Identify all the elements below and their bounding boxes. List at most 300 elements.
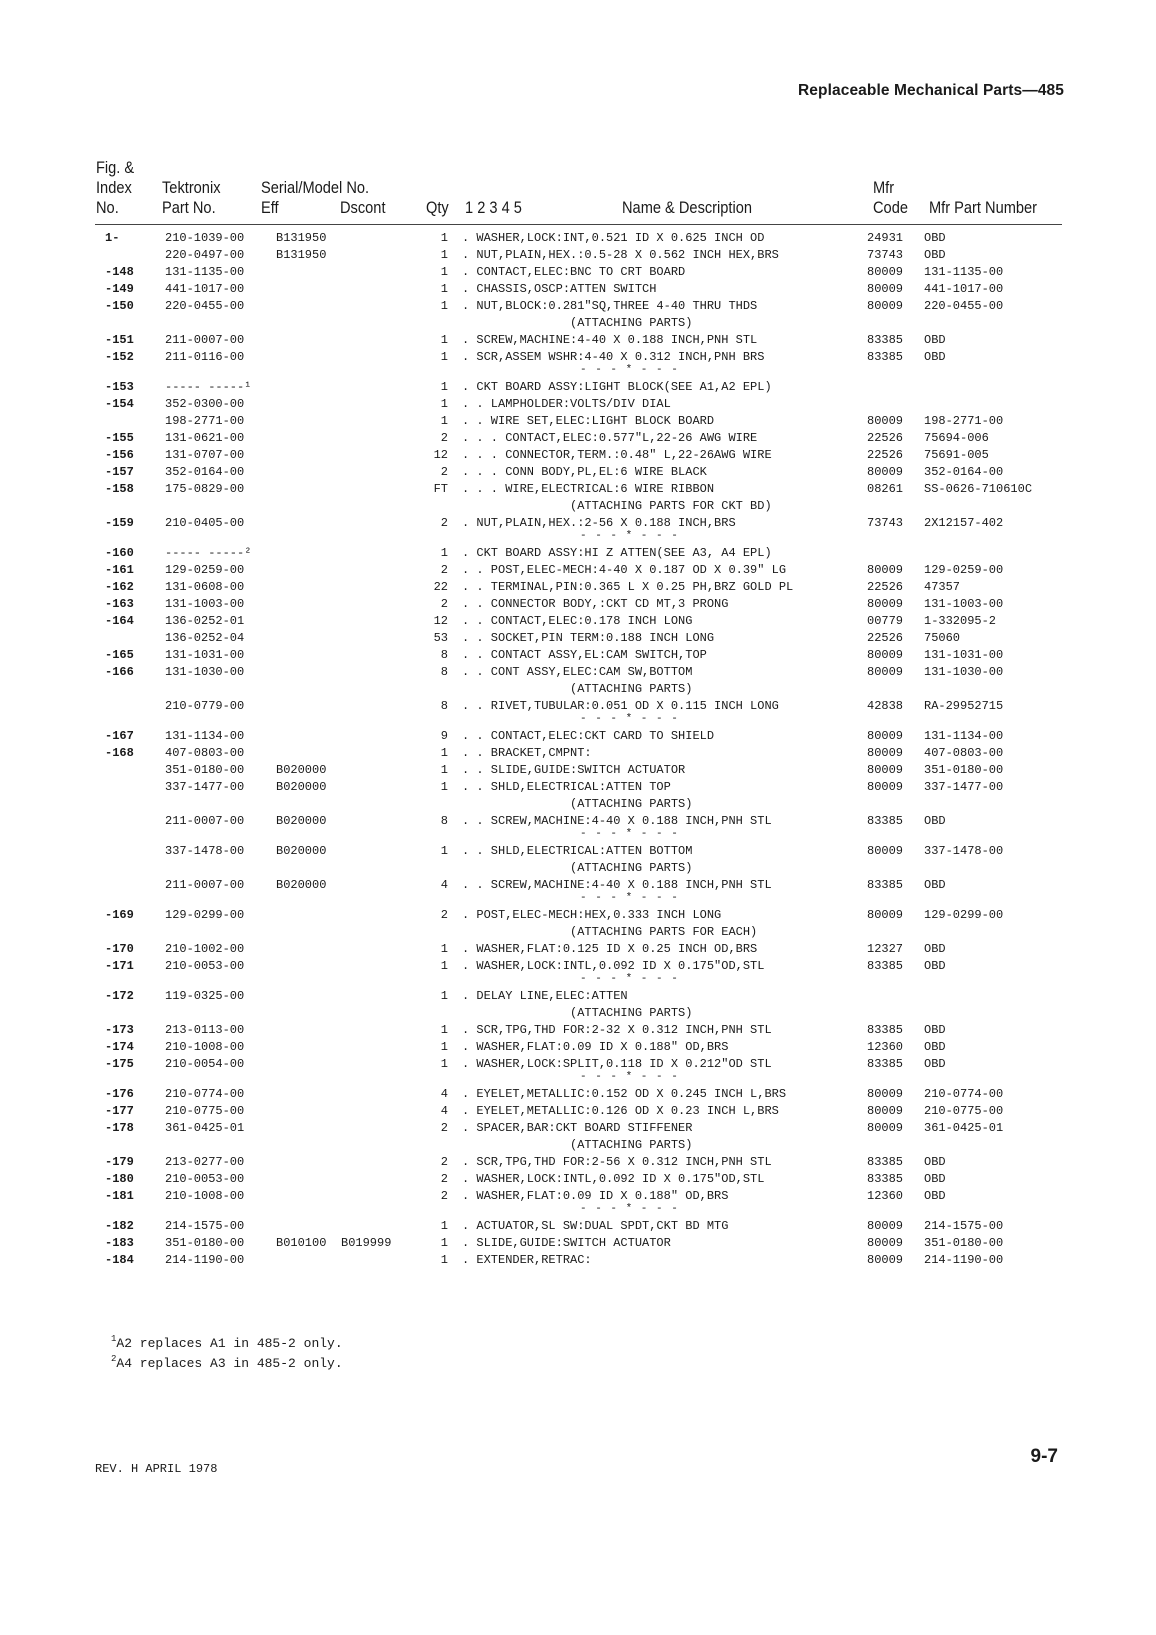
index-no: -153 [105, 380, 134, 394]
mfr-code: 12360 [867, 1189, 904, 1203]
tektronix-part-no: 210-0775-00 [165, 1104, 245, 1118]
tektronix-part-no: 210-0053-00 [165, 959, 245, 973]
index-no: -163 [105, 597, 134, 611]
tektronix-part-no: 337-1478-00 [165, 844, 245, 858]
index-no: -184 [105, 1253, 134, 1267]
table-row [0, 1039, 1156, 1056]
mfr-code: 22526 [867, 431, 904, 445]
qty: 22 [433, 580, 448, 594]
footnote-1: $^1$A2 replaces A1 in 485-2 only. [111, 1334, 343, 1351]
mfr-code: 80009 [867, 1121, 904, 1135]
table-row [0, 430, 1156, 447]
mfr-code: 80009 [867, 665, 904, 679]
name-description: . WASHER,LOCK:INTL,0.092 ID X 0.175"OD,STL [462, 959, 765, 973]
name-description: . WASHER,FLAT:0.125 ID X 0.25 INCH OD,BRS [462, 942, 758, 956]
mfr-code: 24931 [867, 231, 904, 245]
qty: 1 [440, 746, 448, 760]
name-description: . . SHLD,ELECTRICAL:ATTEN TOP [462, 780, 671, 794]
mfr-part-number: 407-0803-00 [924, 746, 1004, 760]
serial-eff: B131950 [276, 248, 327, 262]
table-row [0, 941, 1156, 958]
tektronix-part-no: ----- -----¹ [165, 380, 252, 394]
mfr-code: 80009 [867, 1104, 904, 1118]
index-no: -165 [105, 648, 134, 662]
serial-eff: B020000 [276, 814, 327, 828]
tektronix-part-no: 214-1575-00 [165, 1219, 245, 1233]
table-row [0, 813, 1156, 830]
tektronix-part-no: 210-0053-00 [165, 1172, 245, 1186]
tektronix-part-no: 129-0259-00 [165, 563, 245, 577]
mfr-part-number: RA-29952715 [924, 699, 1004, 713]
name-description: . WASHER,FLAT:0.09 ID X 0.188" OD,BRS [462, 1040, 729, 1054]
index-no: -183 [105, 1236, 134, 1250]
name-description: (ATTACHING PARTS) [462, 682, 693, 696]
index-no: -181 [105, 1189, 134, 1203]
table-row [0, 579, 1156, 596]
mfr-code: 80009 [867, 763, 904, 777]
table-row [0, 247, 1156, 264]
table-row [0, 562, 1156, 579]
mfr-code: 80009 [867, 282, 904, 296]
index-no: -155 [105, 431, 134, 445]
tektronix-part-no: 131-1030-00 [165, 665, 245, 679]
qty: 4 [440, 1087, 448, 1101]
name-description: . CONTACT,ELEC:BNC TO CRT BOARD [462, 265, 686, 279]
table-row [0, 681, 1156, 698]
mfr-code: 80009 [867, 648, 904, 662]
index-no: -175 [105, 1057, 134, 1071]
name-description: . WASHER,FLAT:0.09 ID X 0.188" OD,BRS [462, 1189, 729, 1203]
name-description: . . TERMINAL,PIN:0.365 L X 0.25 PH,BRZ GOLD PL [462, 580, 794, 594]
header-serial-model-no: Serial/Model No. [261, 178, 370, 197]
table-row [0, 613, 1156, 630]
qty: 2 [440, 516, 448, 530]
tektronix-part-no: 352-0164-00 [165, 465, 245, 479]
mfr-code: 80009 [867, 1219, 904, 1233]
table-row [0, 728, 1156, 745]
index-no: -160 [105, 546, 134, 560]
qty: 8 [440, 648, 448, 662]
name-description: . . . WIRE,ELECTRICAL:6 WIRE RIBBON [462, 482, 715, 496]
index-no: -154 [105, 397, 134, 411]
mfr-part-number: OBD [924, 333, 946, 347]
mfr-code: 80009 [867, 414, 904, 428]
tektronix-part-no: 361-0425-01 [165, 1121, 245, 1135]
tektronix-part-no: ----- -----² [165, 546, 252, 560]
index-no: -150 [105, 299, 134, 313]
table-row [0, 762, 1156, 779]
mfr-code: 80009 [867, 729, 904, 743]
table-row [0, 1252, 1156, 1269]
tektronix-part-no: 352-0300-00 [165, 397, 245, 411]
index-no: -149 [105, 282, 134, 296]
qty: 1 [440, 380, 448, 394]
name-description: . . CONTACT,ELEC:0.178 INCH LONG [462, 614, 693, 628]
revision-date: REV. H APRIL 1978 [95, 1462, 218, 1476]
tektronix-part-no: 211-0116-00 [165, 350, 245, 364]
tektronix-part-no: 210-0774-00 [165, 1087, 245, 1101]
name-description: . . SHLD,ELECTRICAL:ATTEN BOTTOM [462, 844, 693, 858]
table-row [0, 907, 1156, 924]
tektronix-part-no: 131-1135-00 [165, 265, 245, 279]
mfr-code: 80009 [867, 1087, 904, 1101]
mfr-code: 73743 [867, 248, 904, 262]
separator-mark: - - - * - - - [580, 364, 679, 376]
name-description: . SCR,ASSEM WSHR:4-40 X 0.312 INCH,PNH BRS [462, 350, 765, 364]
table-row [0, 1137, 1156, 1154]
attaching-parts-separator [0, 1073, 1156, 1086]
index-no: -158 [105, 482, 134, 496]
tektronix-part-no: 119-0325-00 [165, 989, 245, 1003]
qty: 2 [440, 1155, 448, 1169]
mfr-code: 83385 [867, 350, 904, 364]
index-no: -159 [105, 516, 134, 530]
qty: 4 [440, 1104, 448, 1118]
mfr-code: 22526 [867, 631, 904, 645]
mfr-part-number: 198-2771-00 [924, 414, 1004, 428]
qty: 8 [440, 665, 448, 679]
qty: 9 [440, 729, 448, 743]
name-description: . . CONTACT ASSY,EL:CAM SWITCH,TOP [462, 648, 707, 662]
tektronix-part-no: 210-0779-00 [165, 699, 245, 713]
table-row [0, 315, 1156, 332]
index-no: 1- [105, 231, 120, 245]
attaching-parts-separator [0, 715, 1156, 728]
index-no: -171 [105, 959, 134, 973]
name-description: . POST,ELEC-MECH:HEX,0.333 INCH LONG [462, 908, 722, 922]
tektronix-part-no: 337-1477-00 [165, 780, 245, 794]
mfr-code: 80009 [867, 597, 904, 611]
qty: 1 [440, 1040, 448, 1054]
qty: 2 [440, 597, 448, 611]
table-row [0, 1235, 1156, 1252]
table-row [0, 924, 1156, 941]
separator-mark: - - - * - - - [580, 713, 679, 725]
mfr-part-number: 1-332095-2 [924, 614, 997, 628]
table-row [0, 630, 1156, 647]
table-row [0, 647, 1156, 664]
mfr-part-number: 129-0299-00 [924, 908, 1004, 922]
mfr-part-number: 131-1134-00 [924, 729, 1004, 743]
index-no: -157 [105, 465, 134, 479]
table-row [0, 515, 1156, 532]
header-name-description: Name & Description [622, 198, 753, 217]
name-description: . . RIVET,TUBULAR:0.051 OD X 0.115 INCH LONG [462, 699, 779, 713]
separator-mark: - - - * - - - [580, 828, 679, 840]
qty: 2 [440, 908, 448, 922]
name-description: . CKT BOARD ASSY:LIGHT BLOCK(SEE A1,A2 EPL) [462, 380, 772, 394]
mfr-part-number: OBD [924, 350, 946, 364]
index-no: -178 [105, 1121, 134, 1135]
tektronix-part-no: 213-0113-00 [165, 1023, 245, 1037]
index-no: -161 [105, 563, 134, 577]
qty: 1 [440, 959, 448, 973]
mfr-part-number: 337-1478-00 [924, 844, 1004, 858]
name-description: . . CONNECTOR BODY,:CKT CD MT,3 PRONG [462, 597, 729, 611]
table-row [0, 596, 1156, 613]
table-row [0, 843, 1156, 860]
parts-list [0, 230, 1156, 1269]
mfr-part-number: OBD [924, 248, 946, 262]
qty: 1 [440, 265, 448, 279]
mfr-part-number: SS-0626-710610C [924, 482, 1033, 496]
header-dscont: Dscont [340, 198, 386, 217]
tektronix-part-no: 214-1190-00 [165, 1253, 245, 1267]
serial-eff: B020000 [276, 763, 327, 777]
serial-eff: B010100 [276, 1236, 327, 1250]
name-description: . EXTENDER,RETRAC: [462, 1253, 592, 1267]
name-description: . SCR,TPG,THD FOR:2-32 X 0.312 INCH,PNH STL [462, 1023, 772, 1037]
qty: 1 [440, 942, 448, 956]
qty: 8 [440, 699, 448, 713]
name-description: . SPACER,BAR:CKT BOARD STIFFENER [462, 1121, 693, 1135]
header-tektronix-part-no: Tektronix Part No. [162, 178, 221, 217]
table-row [0, 230, 1156, 247]
qty: 12 [433, 448, 448, 462]
serial-eff: B020000 [276, 878, 327, 892]
header-qty: Qty [426, 198, 449, 217]
index-no: -179 [105, 1155, 134, 1169]
name-description: . WASHER,LOCK:SPLIT,0.118 ID X 0.212"OD STL [462, 1057, 772, 1071]
table-row [0, 349, 1156, 366]
index-no: -162 [105, 580, 134, 594]
separator-mark: - - - * - - - [580, 530, 679, 542]
mfr-part-number: 75060 [924, 631, 961, 645]
index-no: -164 [105, 614, 134, 628]
table-row [0, 464, 1156, 481]
serial-dscont: B019999 [341, 1236, 392, 1250]
mfr-part-number: 131-1135-00 [924, 265, 1004, 279]
qty: 1 [440, 780, 448, 794]
tektronix-part-no: 210-1008-00 [165, 1040, 245, 1054]
name-description: . CHASSIS,OSCP:ATTEN SWITCH [462, 282, 657, 296]
qty: 1 [440, 844, 448, 858]
name-description: . . LAMPHOLDER:VOLTS/DIV DIAL [462, 397, 671, 411]
separator-mark: - - - * - - - [580, 1203, 679, 1215]
table-row [0, 396, 1156, 413]
mfr-part-number: OBD [924, 1189, 946, 1203]
name-description: . SCR,TPG,THD FOR:2-56 X 0.312 INCH,PNH STL [462, 1155, 772, 1169]
name-description: . NUT,PLAIN,HEX.:0.5-28 X 0.562 INCH HEX,BRS [462, 248, 779, 262]
mfr-code: 80009 [867, 746, 904, 760]
index-no: -173 [105, 1023, 134, 1037]
mfr-code: 08261 [867, 482, 904, 496]
mfr-code: 80009 [867, 1236, 904, 1250]
mfr-part-number: 361-0425-01 [924, 1121, 1004, 1135]
table-row [0, 447, 1156, 464]
mfr-part-number: 214-1575-00 [924, 1219, 1004, 1233]
mfr-part-number: 129-0259-00 [924, 563, 1004, 577]
serial-eff: B131950 [276, 231, 327, 245]
mfr-part-number: 75694-006 [924, 431, 989, 445]
mfr-part-number: OBD [924, 942, 946, 956]
mfr-part-number: 351-0180-00 [924, 1236, 1004, 1250]
qty: 1 [440, 1236, 448, 1250]
mfr-part-number: OBD [924, 959, 946, 973]
qty: 2 [440, 1121, 448, 1135]
attaching-parts-separator [0, 532, 1156, 545]
tektronix-part-no: 211-0007-00 [165, 814, 245, 828]
index-no: -148 [105, 265, 134, 279]
mfr-part-number: 131-1030-00 [924, 665, 1004, 679]
qty: 1 [440, 989, 448, 1003]
serial-eff: B020000 [276, 780, 327, 794]
table-row [0, 1154, 1156, 1171]
mfr-part-number: OBD [924, 1057, 946, 1071]
table-row [0, 1056, 1156, 1073]
table-row [0, 481, 1156, 498]
name-description: (ATTACHING PARTS) [462, 1138, 693, 1152]
mfr-code: 83385 [867, 1155, 904, 1169]
qty: FT [433, 482, 448, 496]
name-description: (ATTACHING PARTS) [462, 1006, 693, 1020]
table-row [0, 664, 1156, 681]
mfr-part-number: 210-0774-00 [924, 1087, 1004, 1101]
qty: 1 [440, 231, 448, 245]
mfr-part-number: 47357 [924, 580, 961, 594]
tektronix-part-no: 210-0405-00 [165, 516, 245, 530]
qty: 1 [440, 1057, 448, 1071]
tektronix-part-no: 131-0608-00 [165, 580, 245, 594]
mfr-code: 12327 [867, 942, 904, 956]
name-description: . NUT,BLOCK:0.281"SQ,THREE 4-40 THRU THDS [462, 299, 758, 313]
tektronix-part-no: 175-0829-00 [165, 482, 245, 496]
index-no: -151 [105, 333, 134, 347]
running-head: Replaceable Mechanical Parts—485 [798, 82, 1064, 99]
mfr-part-number: 2X12157-402 [924, 516, 1004, 530]
serial-eff: B020000 [276, 844, 327, 858]
mfr-code: 80009 [867, 1253, 904, 1267]
table-row [0, 1086, 1156, 1103]
table-row [0, 698, 1156, 715]
mfr-part-number: OBD [924, 878, 946, 892]
tektronix-part-no: 210-0054-00 [165, 1057, 245, 1071]
qty: 1 [440, 1023, 448, 1037]
name-description: . . SCREW,MACHINE:4-40 X 0.188 INCH,PNH STL [462, 878, 772, 892]
mfr-part-number: 214-1190-00 [924, 1253, 1004, 1267]
attaching-parts-separator [0, 830, 1156, 843]
table-row [0, 1188, 1156, 1205]
index-no: -174 [105, 1040, 134, 1054]
mfr-code: 80009 [867, 265, 904, 279]
qty: 1 [440, 1253, 448, 1267]
mfr-code: 80009 [867, 465, 904, 479]
qty: 1 [440, 397, 448, 411]
mfr-part-number: OBD [924, 1155, 946, 1169]
mfr-part-number: 210-0775-00 [924, 1104, 1004, 1118]
tektronix-part-no: 213-0277-00 [165, 1155, 245, 1169]
mfr-code: 83385 [867, 1023, 904, 1037]
name-description: . . SOCKET,PIN TERM:0.188 INCH LONG [462, 631, 715, 645]
name-description: (ATTACHING PARTS) [462, 861, 693, 875]
qty: 12 [433, 614, 448, 628]
mfr-code: 83385 [867, 878, 904, 892]
table-row [0, 1022, 1156, 1039]
mfr-code: 12360 [867, 1040, 904, 1054]
table-row [0, 745, 1156, 762]
table-row [0, 298, 1156, 315]
table-row [0, 796, 1156, 813]
tektronix-part-no: 131-0621-00 [165, 431, 245, 445]
attaching-parts-separator [0, 366, 1156, 379]
index-no: -180 [105, 1172, 134, 1186]
attaching-parts-separator [0, 894, 1156, 907]
mfr-code: 83385 [867, 333, 904, 347]
mfr-code: 22526 [867, 448, 904, 462]
table-row [0, 958, 1156, 975]
table-row [0, 1120, 1156, 1137]
mfr-code: 83385 [867, 1172, 904, 1186]
table-row [0, 1005, 1156, 1022]
qty: 1 [440, 333, 448, 347]
tektronix-part-no: 351-0180-00 [165, 1236, 245, 1250]
name-description: . . WIRE SET,ELEC:LIGHT BLOCK BOARD [462, 414, 715, 428]
index-no: -182 [105, 1219, 134, 1233]
separator-mark: - - - * - - - [580, 973, 679, 985]
qty: 1 [440, 248, 448, 262]
qty: 1 [440, 299, 448, 313]
name-description: . . . CONTACT,ELEC:0.577"L,22-26 AWG WIRE [462, 431, 758, 445]
tektronix-part-no: 220-0455-00 [165, 299, 245, 313]
mfr-part-number: 337-1477-00 [924, 780, 1004, 794]
qty: 53 [433, 631, 448, 645]
mfr-part-number: 75691-005 [924, 448, 989, 462]
qty: 1 [440, 1219, 448, 1233]
qty: 1 [440, 763, 448, 777]
index-no: -152 [105, 350, 134, 364]
qty: 2 [440, 1172, 448, 1186]
mfr-part-number: OBD [924, 1040, 946, 1054]
qty: 1 [440, 350, 448, 364]
table-row [0, 379, 1156, 396]
page-number: 9-7 [1030, 1446, 1058, 1467]
name-description: . . SCREW,MACHINE:4-40 X 0.188 INCH,PNH STL [462, 814, 772, 828]
tektronix-part-no: 351-0180-00 [165, 763, 245, 777]
name-description: . WASHER,LOCK:INTL,0.092 ID X 0.175"OD,STL [462, 1172, 765, 1186]
mfr-part-number: OBD [924, 1172, 946, 1186]
table-row [0, 877, 1156, 894]
tektronix-part-no: 211-0007-00 [165, 878, 245, 892]
table-row [0, 1171, 1156, 1188]
tektronix-part-no: 131-1003-00 [165, 597, 245, 611]
name-description: . . CONTACT,ELEC:CKT CARD TO SHIELD [462, 729, 715, 743]
name-description: (ATTACHING PARTS FOR CKT BD) [462, 499, 772, 513]
mfr-part-number: 131-1031-00 [924, 648, 1004, 662]
attaching-parts-separator [0, 1205, 1156, 1218]
mfr-code: 73743 [867, 516, 904, 530]
tektronix-part-no: 129-0299-00 [165, 908, 245, 922]
tektronix-part-no: 136-0252-01 [165, 614, 245, 628]
header-mfr-code: Mfr Code [873, 178, 908, 217]
table-row [0, 332, 1156, 349]
separator-mark: - - - * - - - [580, 1071, 679, 1083]
table-row [0, 281, 1156, 298]
name-description: . . POST,ELEC-MECH:4-40 X 0.187 OD X 0.39" LG [462, 563, 787, 577]
mfr-code: 80009 [867, 908, 904, 922]
tektronix-part-no: 441-1017-00 [165, 282, 245, 296]
tektronix-part-no: 211-0007-00 [165, 333, 245, 347]
name-description: (ATTACHING PARTS) [462, 316, 693, 330]
header-indent-levels: 1 2 3 4 5 [465, 198, 522, 217]
name-description: . CKT BOARD ASSY:HI Z ATTEN(SEE A3, A4 EPL) [462, 546, 772, 560]
separator-mark: - - - * - - - [580, 892, 679, 904]
tektronix-part-no: 210-1039-00 [165, 231, 245, 245]
qty: 8 [440, 814, 448, 828]
mfr-code: 83385 [867, 814, 904, 828]
name-description: . SCREW,MACHINE:4-40 X 0.188 INCH,PNH STL [462, 333, 758, 347]
tektronix-part-no: 136-0252-04 [165, 631, 245, 645]
header-fig: Fig. & Index No. [96, 158, 135, 217]
